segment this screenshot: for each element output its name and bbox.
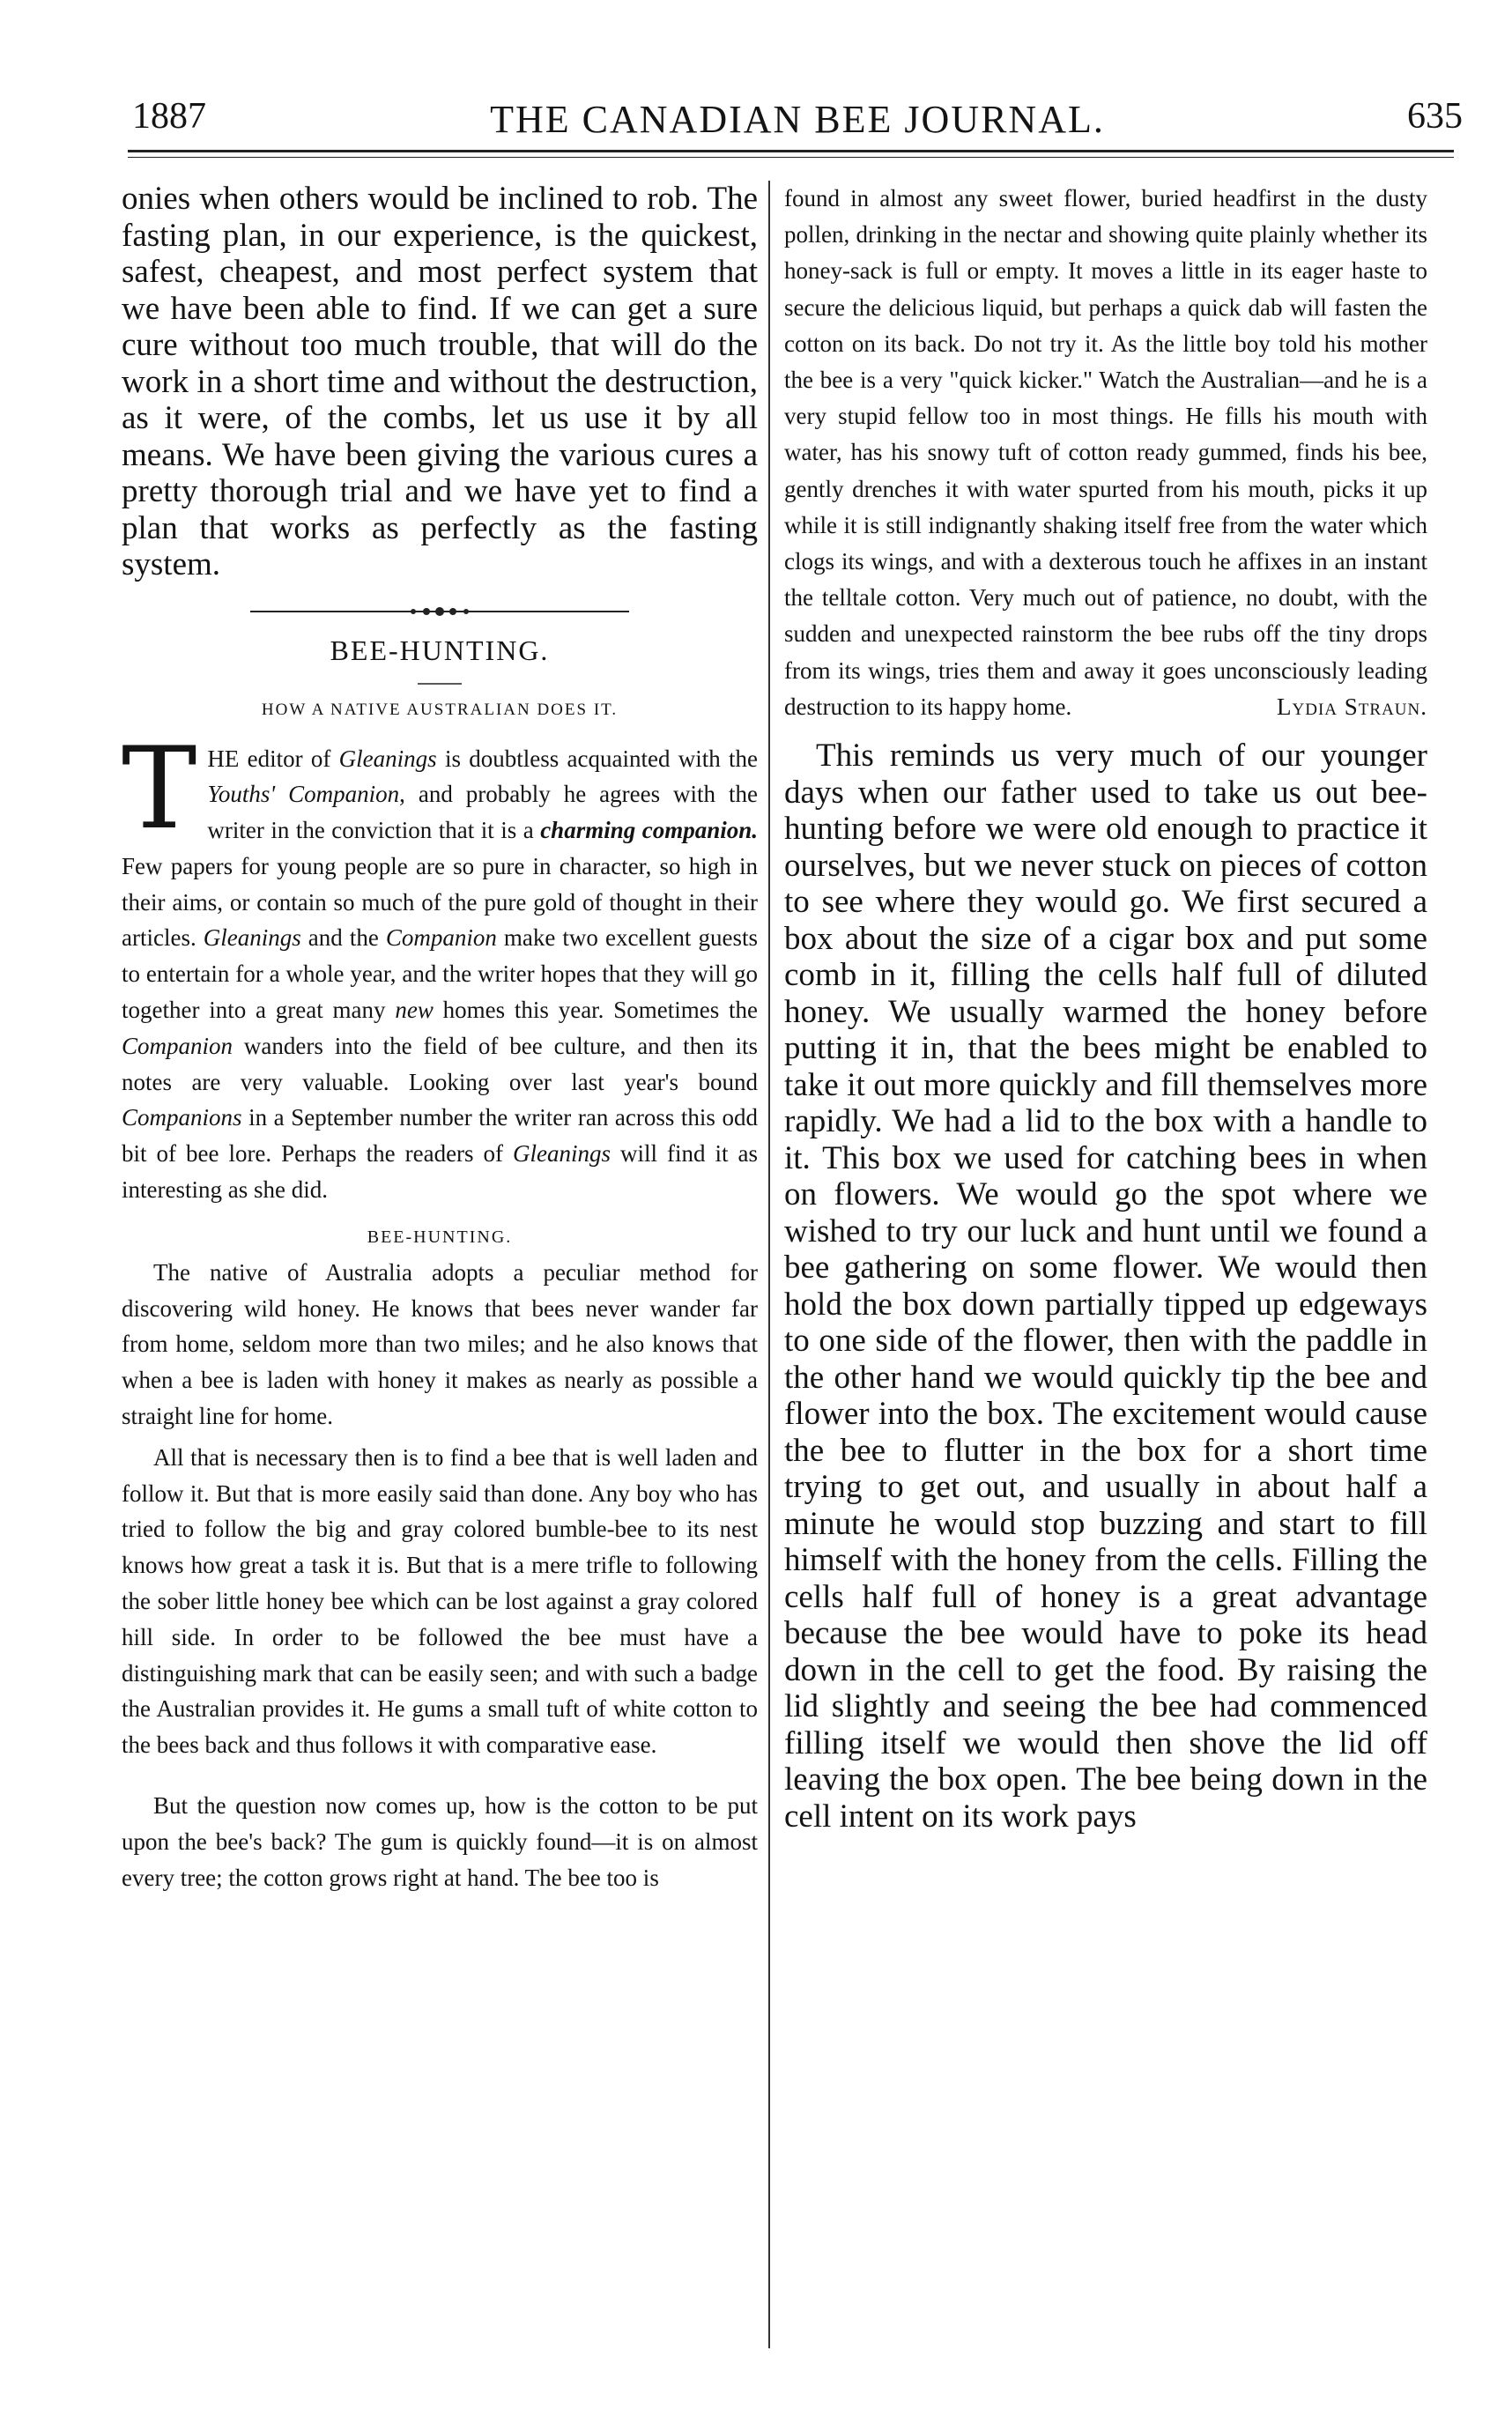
fasting-paragraph: onies when others would be inclined to rob. The fasting plan, in our experience, is the quickest, safest, cheapest, and most perfect system that we have been able to find. If we can get a sure cure without too much trouble, that will do the work in a short time and without the destruction, as it were, of the combs, let us use it by all means. We have been giving the various cures a pretty thorough trial and we have yet to find a plan that works as perfectly as the fasting system. bbox=[122, 181, 758, 582]
journal-title: THE CANADIAN BEE JOURNAL. bbox=[490, 98, 1105, 141]
heading-rule bbox=[122, 679, 758, 688]
editor-paragraph: THE editor of Gleanings is doubtless acquainted with the Youths' Companion, and probably he agrees with the writer in the conviction that it is a charming companion. Few papers for young people are so pure in character, so high in their aims, or contain so much of the pure gold of thought in their articles. Gleanings and the Companion make two excellent guests to entertain for a whole year, and the writer hopes that they will go together into a great many new homes this year. Sometimes the Companion wanders into the field of bee culture, and then its notes are very valuable. Looking over last year's bound Companions in a September number the writer ran across this odd bit of bee lore. Perhaps the readers of Gleanings will find it as interesting as she did. bbox=[122, 723, 758, 1204]
section-ornament bbox=[250, 604, 629, 619]
australian-method-paragraph: The native of Australia adopts a peculiar method for discovering wild honey. He knows that bees never wander far from home, seldom more than two miles; and he also knows that when a bee is laden with honey it makes as nearly as possible a straight line for home. bbox=[122, 1258, 758, 1430]
page-number: 635 bbox=[1407, 96, 1463, 137]
author-signature: Lydia Straun. bbox=[1277, 693, 1427, 720]
cotton-question-paragraph: But the question now comes up, how is the cotton to be put upon the bee's back? The gum is quickly found—it is on almost every tree; the cotton grows right at hand. The bee too is bbox=[122, 1792, 758, 1891]
left-column bbox=[122, 181, 758, 1895]
australian-technique-paragraph: found in almost any sweet flower, buried headfirst in the dusty pollen, drinking in the nectar and showing quite plainly whether its honey-sack is full or empty. It moves a little in its eager haste to secure the delicious liquid, but perhaps a quick dab will fasten the cotton on its back. Do not try it. As the little boy told his mother the bee is a very "quick kicker." Watch the Australian—and he is a very stupid fellow too in most things. He fills his mouth with water, has his snowy tuft of cotton ready gummed, finds his bee, gently drenches it with water spurted from his mouth, picks it up while it is still indignantly shaking itself free from the water which clogs its wings, and with a dexterous touch he affixes in an instant the telltale cotton. Very much out of patience, no doubt, with the sudden and unexpected rainstorm the bee rubs off the tiny drops from its wings, tries them and away it goes unconsciously leading destruction to its happy home. Lydia Straun. bbox=[784, 181, 1427, 725]
article-heading: BEE-HUNTING. bbox=[330, 634, 550, 666]
header-rule-thin bbox=[128, 157, 1454, 158]
quoted-subheading: BEE-HUNTING. bbox=[367, 1227, 513, 1247]
column-divider bbox=[768, 181, 770, 2348]
header-rule-thick bbox=[128, 150, 1454, 152]
right-column bbox=[784, 181, 1427, 1835]
page-header bbox=[132, 88, 1463, 150]
article-subheading: HOW A NATIVE AUSTRALIAN DOES IT. bbox=[261, 700, 619, 719]
header-year: 1887 bbox=[132, 96, 206, 137]
drop-cap: T bbox=[122, 723, 197, 855]
editorial-reminiscence-paragraph: This reminds us very much of our younger days when our father used to take us out bee-hunting before we were old enough to practice it ourselves, but we never stuck on pieces of cotton to see where they would go. We first secured a box about the size of a cigar box and put some comb in it, filling the cells half full of diluted honey. We usually warmed the honey before putting it in, that the bees might be enabled to take it out more quickly and fill themselves more rapidly. We had a lid to the box with a handle to it. This box we used for catching bees in when on flowers. We would go the spot where we wished to try our luck and hunt until we found a bee gathering on some flower. We would then hold the box down partially tipped up edgeways to one side of the flower, then with the paddle in the other hand we would quickly tip the bee and flower into the box. The excitement would cause the bee to flutter in the box for a short time trying to get out, and usually in about half a minute he would stop buzzing and start to fill himself with the honey from the cells. Filling the cells half full of honey is a great advantage because the bee would have to poke its head down in the cell to get the food. By raising the lid slightly and seeing the bee had commenced filling itself we would then shove the lid off leaving the box open. The bee being down in the cell intent on its work pays bbox=[784, 738, 1427, 1835]
follow-bee-paragraph: All that is necessary then is to find a bee that is well laden and follow it. But that is more easily said than done. Any boy who has tried to follow the big and gray colored bumble-bee to its nest knows how great a task it is. But that is a mere trifle to following the sober little honey bee which can be lost against a gray colored hill side. In order to be followed the bee must have a distinguishing mark that can be easily seen; and with such a badge the Australian provides it. He gums a small tuft of white cotton to the bees back and thus follows it with comparative ease. bbox=[122, 1443, 758, 1759]
